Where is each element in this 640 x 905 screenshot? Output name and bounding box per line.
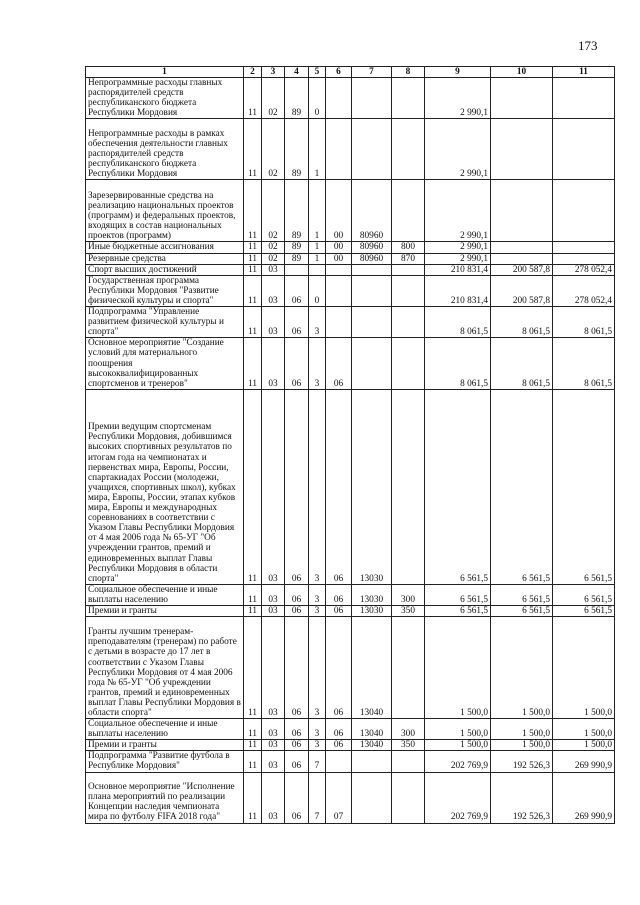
code-cell: 89	[285, 242, 309, 253]
code-cell: 11	[244, 740, 262, 751]
code-cell	[392, 180, 425, 242]
code-cell: 89	[285, 180, 309, 242]
code-cell: 11	[244, 751, 262, 772]
code-cell: 00	[326, 242, 352, 253]
value-cell: 8 061,5	[425, 307, 491, 338]
code-cell: 06	[285, 307, 309, 338]
header-cell: 2	[244, 67, 262, 78]
code-cell	[392, 264, 425, 275]
value-cell	[553, 180, 615, 242]
row-name: Гранты лучшим тренерам-преподавателям (тренерам) по работе с детьми в возрасте до 17 лет в соответствии с Указом Главы Республики Мордовия от 4 мая 2006 года № 65-УГ "Об учреждении грантов, премий и единовременных выплат Главы Республики Мордовия в области спорта"	[86, 617, 244, 719]
table-row	[86, 719, 615, 740]
code-cell: 06	[326, 389, 352, 584]
row-name: Премии и гранты	[86, 740, 244, 751]
value-cell: 200 587,8	[491, 264, 553, 275]
value-cell: 1 500,0	[491, 719, 553, 740]
code-cell	[352, 275, 392, 306]
code-cell: 1	[309, 180, 326, 242]
code-cell: 00	[326, 253, 352, 264]
header-cell: 7	[352, 67, 392, 78]
code-cell: 03	[262, 740, 285, 751]
table-row	[86, 253, 615, 264]
value-cell: 2 990,1	[425, 78, 491, 119]
row-name: Социальное обеспечение и иные выплаты населению	[86, 584, 244, 605]
code-cell	[326, 264, 352, 275]
code-cell: 11	[244, 119, 262, 180]
code-cell: 3	[309, 307, 326, 338]
code-cell: 7	[309, 751, 326, 772]
code-cell: 02	[262, 78, 285, 119]
row-name: Основное мероприятие "Создание условий для материального поощрения высококвалифицированных спортсменов и тренеров"	[86, 338, 244, 389]
table-row	[86, 338, 615, 389]
table-row	[86, 740, 615, 751]
value-cell: 6 561,5	[491, 605, 553, 616]
code-cell: 03	[262, 584, 285, 605]
value-cell: 210 831,4	[425, 264, 491, 275]
code-cell: 11	[244, 275, 262, 306]
code-cell: 06	[285, 275, 309, 306]
table-row	[86, 264, 615, 275]
code-cell: 7	[309, 772, 326, 823]
code-cell: 870	[392, 253, 425, 264]
code-cell	[392, 275, 425, 306]
code-cell: 11	[244, 719, 262, 740]
code-cell	[352, 338, 392, 389]
value-cell: 8 061,5	[553, 307, 615, 338]
code-cell	[392, 617, 425, 719]
value-cell: 2 990,1	[425, 119, 491, 180]
code-cell	[392, 307, 425, 338]
code-cell	[326, 751, 352, 772]
code-cell: 11	[244, 264, 262, 275]
code-cell: 06	[285, 584, 309, 605]
value-cell: 8 061,5	[491, 307, 553, 338]
header-cell: 6	[326, 67, 352, 78]
code-cell: 03	[262, 338, 285, 389]
code-cell	[392, 772, 425, 823]
code-cell: 11	[244, 307, 262, 338]
code-cell: 1	[309, 242, 326, 253]
code-cell: 06	[326, 617, 352, 719]
code-cell: 02	[262, 253, 285, 264]
row-name: Зарезервированные средства на реализацию национальных проектов (программ) и федеральных проектов, входящих в состав национальных проектов (программ)	[86, 180, 244, 242]
code-cell: 11	[244, 605, 262, 616]
code-cell: 11	[244, 338, 262, 389]
header-cell: 9	[425, 67, 491, 78]
table-row	[86, 275, 615, 306]
code-cell: 3	[309, 584, 326, 605]
code-cell	[352, 751, 392, 772]
code-cell: 800	[392, 242, 425, 253]
value-cell: 6 561,5	[491, 389, 553, 584]
code-cell: 06	[285, 740, 309, 751]
code-cell: 02	[262, 119, 285, 180]
value-cell: 1 500,0	[425, 617, 491, 719]
code-cell	[326, 307, 352, 338]
code-cell	[392, 389, 425, 584]
code-cell: 06	[326, 740, 352, 751]
code-cell: 300	[392, 719, 425, 740]
code-cell: 03	[262, 617, 285, 719]
value-cell: 1 500,0	[425, 740, 491, 751]
code-cell: 06	[326, 605, 352, 616]
row-name: Резервные средства	[86, 253, 244, 264]
value-cell: 269 990,9	[553, 772, 615, 823]
header-cell: 1	[86, 67, 244, 78]
code-cell: 03	[262, 307, 285, 338]
value-cell: 2 990,1	[425, 180, 491, 242]
code-cell: 13040	[352, 740, 392, 751]
code-cell	[392, 119, 425, 180]
code-cell: 03	[262, 605, 285, 616]
table-row	[86, 584, 615, 605]
code-cell	[326, 119, 352, 180]
table-row	[86, 772, 615, 823]
table-row	[86, 307, 615, 338]
code-cell: 350	[392, 605, 425, 616]
code-cell: 3	[309, 719, 326, 740]
code-cell: 06	[285, 772, 309, 823]
code-cell: 80960	[352, 253, 392, 264]
value-cell: 269 990,9	[553, 751, 615, 772]
code-cell: 06	[285, 605, 309, 616]
code-cell: 06	[285, 751, 309, 772]
table-row	[86, 389, 615, 584]
code-cell: 03	[262, 389, 285, 584]
value-cell	[553, 242, 615, 253]
code-cell: 06	[285, 719, 309, 740]
code-cell: 03	[262, 772, 285, 823]
value-cell: 1 500,0	[425, 719, 491, 740]
code-cell: 89	[285, 119, 309, 180]
code-cell: 80960	[352, 180, 392, 242]
code-cell	[352, 264, 392, 275]
header-cell: 3	[262, 67, 285, 78]
code-cell: 06	[326, 338, 352, 389]
code-cell: 11	[244, 180, 262, 242]
value-cell: 1 500,0	[553, 740, 615, 751]
value-cell	[491, 180, 553, 242]
row-name: Иные бюджетные ассигнования	[86, 242, 244, 253]
value-cell: 8 061,5	[553, 338, 615, 389]
value-cell	[553, 119, 615, 180]
value-cell: 202 769,9	[425, 772, 491, 823]
code-cell	[326, 78, 352, 119]
code-cell: 00	[326, 180, 352, 242]
code-cell: 89	[285, 78, 309, 119]
value-cell	[491, 253, 553, 264]
code-cell: 03	[262, 264, 285, 275]
header-cell: 4	[285, 67, 309, 78]
code-cell	[352, 78, 392, 119]
code-cell: 1	[309, 119, 326, 180]
code-cell: 02	[262, 242, 285, 253]
table-row	[86, 242, 615, 253]
code-cell: 11	[244, 617, 262, 719]
value-cell: 278 052,4	[553, 264, 615, 275]
table-row	[86, 119, 615, 180]
code-cell: 3	[309, 605, 326, 616]
value-cell	[553, 253, 615, 264]
code-cell: 06	[326, 584, 352, 605]
value-cell: 1 500,0	[553, 617, 615, 719]
value-cell: 192 526,3	[491, 772, 553, 823]
code-cell	[352, 119, 392, 180]
code-cell	[309, 264, 326, 275]
value-cell: 6 561,5	[425, 584, 491, 605]
header-row	[86, 67, 615, 78]
row-name: Непрограммные расходы главных распорядителей средств республиканского бюджета Республики Мордовия	[86, 78, 244, 119]
value-cell: 6 561,5	[553, 605, 615, 616]
header-cell: 8	[392, 67, 425, 78]
code-cell: 13040	[352, 617, 392, 719]
budget-table	[85, 66, 615, 824]
row-name: Подпрограмма "Управление развитием физической культуры и спорта"	[86, 307, 244, 338]
value-cell	[553, 78, 615, 119]
code-cell: 80960	[352, 242, 392, 253]
code-cell	[352, 307, 392, 338]
code-cell: 06	[285, 617, 309, 719]
code-cell: 06	[285, 338, 309, 389]
value-cell	[491, 119, 553, 180]
code-cell	[326, 275, 352, 306]
code-cell: 07	[326, 772, 352, 823]
code-cell: 3	[309, 740, 326, 751]
row-name: Премии ведущим спортсменам Республики Мордовия, добившимся высоких спортивных результатов по итогам года на чемпионатах и первенствах мира, Европы, России, спартакиадах России (молодежи, учащихся, спортивных школ), кубках мира, Европы, России, этапах кубков мира, Европы и международных соревнованиях в соответствии с Указом Главы Республики Мордовия от 4 мая 2006 года № 65-УГ "Об учреждении грантов, премий и единовременных выплат Главы Республики Мордовия в области спорта"	[86, 389, 244, 584]
code-cell: 11	[244, 78, 262, 119]
code-cell: 11	[244, 584, 262, 605]
value-cell: 1 500,0	[491, 740, 553, 751]
row-name: Социальное обеспечение и иные выплаты населению	[86, 719, 244, 740]
code-cell: 0	[309, 275, 326, 306]
value-cell: 202 769,9	[425, 751, 491, 772]
row-name: Спорт высших достижений	[86, 264, 244, 275]
code-cell	[352, 772, 392, 823]
code-cell: 13040	[352, 719, 392, 740]
table-row	[86, 180, 615, 242]
code-cell: 03	[262, 275, 285, 306]
value-cell: 278 052,4	[553, 275, 615, 306]
row-name: Основное мероприятие "Исполнение плана мероприятий по реализации Концепции наследия чемпионата мира по футболу FIFA 2018 года"	[86, 772, 244, 823]
code-cell: 350	[392, 740, 425, 751]
code-cell	[392, 751, 425, 772]
code-cell: 03	[262, 719, 285, 740]
code-cell: 03	[262, 751, 285, 772]
value-cell: 6 561,5	[491, 584, 553, 605]
row-name: Непрограммные расходы в рамках обеспечения деятельности главных распорядителей средств республиканского бюджета Республики Мордовия	[86, 119, 244, 180]
row-name: Подпрограмма "Развитие футбола в Республике Мордовия"	[86, 751, 244, 772]
value-cell: 6 561,5	[425, 605, 491, 616]
code-cell: 3	[309, 389, 326, 584]
value-cell	[491, 78, 553, 119]
value-cell: 8 061,5	[491, 338, 553, 389]
code-cell: 13030	[352, 584, 392, 605]
value-cell: 2 990,1	[425, 242, 491, 253]
value-cell: 192 526,3	[491, 751, 553, 772]
code-cell	[285, 264, 309, 275]
code-cell	[392, 338, 425, 389]
value-cell	[491, 242, 553, 253]
code-cell: 06	[326, 719, 352, 740]
code-cell: 11	[244, 242, 262, 253]
table-row	[86, 78, 615, 119]
code-cell: 89	[285, 253, 309, 264]
code-cell: 300	[392, 584, 425, 605]
code-cell: 11	[244, 772, 262, 823]
value-cell: 8 061,5	[425, 338, 491, 389]
code-cell: 1	[309, 253, 326, 264]
value-cell: 1 500,0	[491, 617, 553, 719]
value-cell: 6 561,5	[425, 389, 491, 584]
table-body	[86, 78, 615, 823]
table-row	[86, 605, 615, 616]
value-cell: 6 561,5	[553, 389, 615, 584]
row-name: Премии и гранты	[86, 605, 244, 616]
row-name: Государственная программа Республики Мордовия "Развитие физической культуры и спорта"	[86, 275, 244, 306]
header-cell: 11	[553, 67, 615, 78]
value-cell: 1 500,0	[553, 719, 615, 740]
code-cell: 3	[309, 338, 326, 389]
code-cell: 3	[309, 617, 326, 719]
code-cell: 11	[244, 389, 262, 584]
value-cell: 200 587,8	[491, 275, 553, 306]
value-cell: 6 561,5	[553, 584, 615, 605]
header-cell: 5	[309, 67, 326, 78]
code-cell: 13030	[352, 605, 392, 616]
page-number: 173	[578, 38, 598, 53]
code-cell: 02	[262, 180, 285, 242]
value-cell: 2 990,1	[425, 253, 491, 264]
code-cell: 0	[309, 78, 326, 119]
header-cell: 10	[491, 67, 553, 78]
code-cell: 11	[244, 253, 262, 264]
value-cell: 210 831,4	[425, 275, 491, 306]
table-row	[86, 617, 615, 719]
table-row	[86, 751, 615, 772]
code-cell	[392, 78, 425, 119]
code-cell: 06	[285, 389, 309, 584]
code-cell: 13030	[352, 389, 392, 584]
